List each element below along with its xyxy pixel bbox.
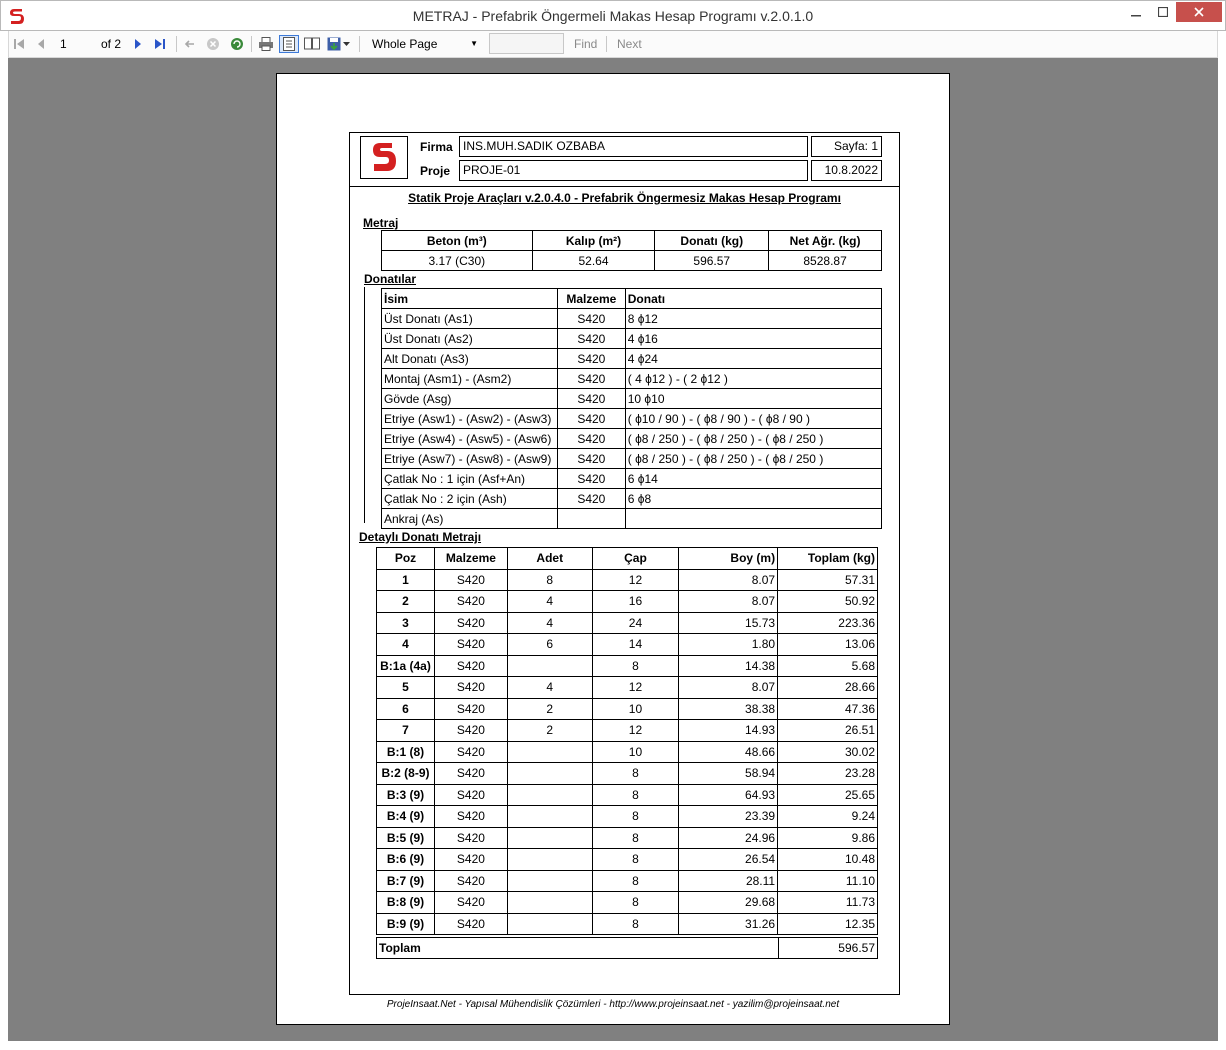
detay-malzeme-cell: S420 xyxy=(434,591,507,613)
detay-toplam-cell: 23.28 xyxy=(778,763,878,785)
refresh-icon xyxy=(230,37,244,51)
report-date-field: 10.8.2022 xyxy=(811,160,882,181)
donatilar-malzeme-cell: S420 xyxy=(557,389,625,409)
toolbar-separator xyxy=(176,36,177,52)
detay-adet-cell xyxy=(507,655,592,677)
detay-poz-cell: B:4 (9) xyxy=(377,806,435,828)
proje-label: Proje xyxy=(420,164,451,178)
detay-cap-cell: 8 xyxy=(592,827,679,849)
detay-toplam-cell: 13.06 xyxy=(778,634,878,656)
donatilar-section-title: Donatılar xyxy=(364,272,417,286)
detay-row xyxy=(377,784,878,806)
title-bar xyxy=(0,0,1226,31)
detay-table xyxy=(376,547,878,935)
find-text-input[interactable] xyxy=(489,33,564,54)
detay-header-cell: Poz xyxy=(377,548,435,570)
detay-row xyxy=(377,677,878,699)
detay-row xyxy=(377,806,878,828)
detay-row xyxy=(377,634,878,656)
detay-row xyxy=(377,870,878,892)
detay-boy-cell: 14.38 xyxy=(679,655,778,677)
detay-row xyxy=(377,913,878,935)
detay-toplam-cell: 30.02 xyxy=(778,741,878,763)
detay-boy-cell: 38.38 xyxy=(679,698,778,720)
detay-cap-cell: 10 xyxy=(592,698,679,720)
detay-adet-cell xyxy=(507,763,592,785)
donatilar-isim-cell: Etriye (Asw4) - (Asw5) - (Asw6) xyxy=(382,429,558,449)
donatilar-row xyxy=(382,349,882,369)
stop-button[interactable] xyxy=(205,35,221,53)
dropdown-arrow-icon xyxy=(343,41,350,47)
report-viewer-area[interactable] xyxy=(8,58,1218,1041)
zoom-value: Whole Page xyxy=(372,37,438,51)
detay-boy-cell: 14.93 xyxy=(679,720,778,742)
donatilar-malzeme-cell: S420 xyxy=(557,429,625,449)
donatilar-malzeme-cell: S420 xyxy=(557,449,625,469)
donatilar-row xyxy=(382,489,882,509)
stop-icon xyxy=(206,37,220,51)
donatilar-malzeme-cell: S420 xyxy=(557,329,625,349)
detay-adet-cell xyxy=(507,913,592,935)
proje-value: PROJE-01 xyxy=(459,160,808,181)
donatilar-row xyxy=(382,449,882,469)
donatilar-isim-cell: Alt Donatı (As3) xyxy=(382,349,558,369)
detay-toplam-cell: 57.31 xyxy=(778,569,878,591)
find-next-link[interactable]: Next xyxy=(617,37,642,51)
metraj-value-cell: 8528.87 xyxy=(769,251,882,271)
toplam-label: Toplam xyxy=(377,938,779,959)
detay-toplam-cell: 10.48 xyxy=(778,849,878,871)
donatilar-malzeme-cell: S420 xyxy=(557,349,625,369)
detay-malzeme-cell: S420 xyxy=(434,634,507,656)
detay-boy-cell: 64.93 xyxy=(679,784,778,806)
window-title: METRAJ - Prefabrik Öngermeli Makas Hesap Programı v.2.0.1.0 xyxy=(412,8,814,24)
detay-toplam-cell: 9.24 xyxy=(778,806,878,828)
detay-malzeme-cell: S420 xyxy=(434,827,507,849)
report-page xyxy=(276,73,950,1025)
detay-adet-cell xyxy=(507,849,592,871)
donatilar-isim-cell: Üst Donatı (As2) xyxy=(382,329,558,349)
detay-adet-cell xyxy=(507,870,592,892)
detay-boy-cell: 26.54 xyxy=(679,849,778,871)
detay-poz-cell: B:9 (9) xyxy=(377,913,435,935)
toplam-value: 596.57 xyxy=(779,938,878,959)
detay-header-cell: Malzeme xyxy=(434,548,507,570)
detay-adet-cell: 6 xyxy=(507,634,592,656)
donatilar-donati-cell: ( ϕ8 / 250 ) - ( ϕ8 / 250 ) - ( ϕ8 / 250 ) xyxy=(625,429,881,449)
detay-cap-cell: 12 xyxy=(592,677,679,699)
detay-malzeme-cell: S420 xyxy=(434,763,507,785)
donatilar-donati-cell: 10 ϕ10 xyxy=(625,389,881,409)
detay-toplam-cell: 47.36 xyxy=(778,698,878,720)
toolbar-separator xyxy=(359,36,360,52)
detay-adet-cell xyxy=(507,784,592,806)
refresh-button[interactable] xyxy=(229,35,245,53)
toolbar-separator xyxy=(251,36,252,52)
detay-poz-cell: 7 xyxy=(377,720,435,742)
report-footer: ProjeInsaat.Net - Yapısal Mühendislik Çözümleri - http://www.projeinsaat.net - yazilim@projeinsaat.net xyxy=(386,999,840,1010)
detay-poz-cell: B:1a (4a) xyxy=(377,655,435,677)
donatilar-donati-cell: ( ϕ8 / 250 ) - ( ϕ8 / 250 ) - ( ϕ8 / 250 ) xyxy=(625,449,881,469)
detay-toplam-cell: 11.73 xyxy=(778,892,878,914)
detay-header-cell: Boy (m) xyxy=(679,548,778,570)
donatilar-isim-cell: Çatlak No : 2 için (Ash) xyxy=(382,489,558,509)
detay-boy-cell: 28.11 xyxy=(679,870,778,892)
detay-adet-cell xyxy=(507,741,592,763)
page-setup-button[interactable] xyxy=(303,35,321,53)
donatilar-isim-cell: Montaj (Asm1) - (Asm2) xyxy=(382,369,558,389)
detay-malzeme-cell: S420 xyxy=(434,698,507,720)
page-count-label: of 2 xyxy=(101,37,122,51)
donatilar-malzeme-cell: S420 xyxy=(557,369,625,389)
donatilar-isim-cell: Etriye (Asw1) - (Asw2) - (Asw3) xyxy=(382,409,558,429)
detay-toplam-cell: 9.86 xyxy=(778,827,878,849)
detay-row xyxy=(377,827,878,849)
next-page-button[interactable] xyxy=(130,35,146,53)
donatilar-header-cell: Malzeme xyxy=(557,289,625,309)
print-layout-button[interactable] xyxy=(279,35,299,53)
donatilar-row xyxy=(382,509,882,529)
detay-adet-cell: 4 xyxy=(507,677,592,699)
donatilar-isim-cell: Ankraj (As) xyxy=(382,509,558,529)
minimize-button[interactable] xyxy=(1122,2,1150,22)
detay-toplam-cell: 50.92 xyxy=(778,591,878,613)
donatilar-isim-cell: Gövde (Asg) xyxy=(382,389,558,409)
detay-poz-cell: 6 xyxy=(377,698,435,720)
detay-poz-cell: B:2 (8-9) xyxy=(377,763,435,785)
donatilar-malzeme-cell: S420 xyxy=(557,309,625,329)
page-number-field: Sayfa: 1 xyxy=(811,136,882,157)
detay-malzeme-cell: S420 xyxy=(434,720,507,742)
back-arrow-icon xyxy=(184,38,196,50)
donatilar-malzeme-cell: S420 xyxy=(557,409,625,429)
detay-boy-cell: 23.39 xyxy=(679,806,778,828)
detay-cap-cell: 24 xyxy=(592,612,679,634)
detay-cap-cell: 8 xyxy=(592,892,679,914)
donatilar-malzeme-cell xyxy=(557,509,625,529)
close-icon xyxy=(1194,7,1204,17)
detay-poz-cell: B:1 (8) xyxy=(377,741,435,763)
first-page-icon xyxy=(13,38,25,50)
detay-malzeme-cell: S420 xyxy=(434,612,507,634)
detay-poz-cell: 2 xyxy=(377,591,435,613)
metraj-header-cell: Net Ağr. (kg) xyxy=(769,231,882,251)
donatilar-row xyxy=(382,389,882,409)
detay-malzeme-cell: S420 xyxy=(434,870,507,892)
donatilar-table xyxy=(381,288,882,529)
donatilar-donati-cell: 4 ϕ24 xyxy=(625,349,881,369)
detay-header-cell: Çap xyxy=(592,548,679,570)
detay-toplam-cell: 28.66 xyxy=(778,677,878,699)
chevron-down-icon: ▼ xyxy=(470,39,478,48)
donatilar-bracket-line xyxy=(364,287,365,523)
report-frame xyxy=(349,132,900,995)
donatilar-donati-cell: 6 ϕ8 xyxy=(625,489,881,509)
printer-icon xyxy=(258,37,274,51)
detay-malzeme-cell: S420 xyxy=(434,677,507,699)
detay-section-title: Detaylı Donatı Metrajı xyxy=(359,530,482,544)
metraj-value-cell: 3.17 (C30) xyxy=(382,251,533,271)
detay-cap-cell: 8 xyxy=(592,763,679,785)
find-link[interactable]: Find xyxy=(574,37,598,51)
last-page-icon xyxy=(154,38,166,50)
detay-toplam-cell: 5.68 xyxy=(778,655,878,677)
maximize-icon xyxy=(1158,7,1168,17)
detay-toplam-cell: 12.35 xyxy=(778,913,878,935)
donatilar-donati-cell: 8 ϕ12 xyxy=(625,309,881,329)
detay-adet-cell: 8 xyxy=(507,569,592,591)
donatilar-row xyxy=(382,309,882,329)
donatilar-isim-cell: Üst Donatı (As1) xyxy=(382,309,558,329)
detay-poz-cell: 5 xyxy=(377,677,435,699)
detay-row xyxy=(377,655,878,677)
close-button[interactable] xyxy=(1176,2,1222,22)
metraj-header-cell: Beton (m³) xyxy=(382,231,533,251)
metraj-header-cell: Donatı (kg) xyxy=(655,231,769,251)
detay-poz-cell: 1 xyxy=(377,569,435,591)
detay-malzeme-cell: S420 xyxy=(434,913,507,935)
report-viewer-toolbar xyxy=(8,31,1218,58)
detay-row xyxy=(377,892,878,914)
company-logo-icon xyxy=(361,137,407,178)
detay-boy-cell: 29.68 xyxy=(679,892,778,914)
detay-poz-cell: B:5 (9) xyxy=(377,827,435,849)
metraj-header-cell: Kalıp (m²) xyxy=(532,231,655,251)
donatilar-row xyxy=(382,429,882,449)
donatilar-isim-cell: Çatlak No : 1 için (Asf+An) xyxy=(382,469,558,489)
detay-cap-cell: 10 xyxy=(592,741,679,763)
detay-poz-cell: B:3 (9) xyxy=(377,784,435,806)
detay-cap-cell: 8 xyxy=(592,849,679,871)
detay-cap-cell: 8 xyxy=(592,913,679,935)
detay-cap-cell: 8 xyxy=(592,806,679,828)
detay-boy-cell: 31.26 xyxy=(679,913,778,935)
detay-row xyxy=(377,612,878,634)
back-button[interactable] xyxy=(182,35,198,53)
donatilar-isim-cell: Etriye (Asw7) - (Asw8) - (Asw9) xyxy=(382,449,558,469)
detay-toplam-cell: 223.36 xyxy=(778,612,878,634)
next-page-icon xyxy=(132,38,144,50)
header-divider xyxy=(350,186,899,187)
detay-cap-cell: 16 xyxy=(592,591,679,613)
last-page-button[interactable] xyxy=(152,35,168,53)
detay-boy-cell: 8.07 xyxy=(679,677,778,699)
detay-header-cell: Toplam (kg) xyxy=(778,548,878,570)
detay-poz-cell: B:6 (9) xyxy=(377,849,435,871)
detay-row xyxy=(377,741,878,763)
detay-boy-cell: 58.94 xyxy=(679,763,778,785)
metraj-table xyxy=(381,230,882,271)
detay-adet-cell: 2 xyxy=(507,698,592,720)
detay-header-cell: Adet xyxy=(507,548,592,570)
metraj-value-cell: 52.64 xyxy=(532,251,655,271)
toplam-table xyxy=(376,937,878,959)
detay-cap-cell: 8 xyxy=(592,784,679,806)
report-title: Statik Proje Araçları v.2.0.4.0 - Prefabrik Öngermesiz Makas Hesap Programı xyxy=(408,191,841,205)
detay-poz-cell: 3 xyxy=(377,612,435,634)
detay-boy-cell: 8.07 xyxy=(679,569,778,591)
donatilar-row xyxy=(382,329,882,349)
donatilar-row xyxy=(382,469,882,489)
detay-poz-cell: 4 xyxy=(377,634,435,656)
company-logo xyxy=(360,136,408,179)
firma-label: Firma xyxy=(420,140,453,154)
previous-page-icon xyxy=(35,38,47,50)
detay-row xyxy=(377,849,878,871)
detay-boy-cell: 48.66 xyxy=(679,741,778,763)
detay-cap-cell: 12 xyxy=(592,569,679,591)
page-number-input[interactable]: 1 xyxy=(60,37,67,51)
detay-row xyxy=(377,569,878,591)
donatilar-row xyxy=(382,409,882,429)
detay-poz-cell: B:8 (9) xyxy=(377,892,435,914)
detay-boy-cell: 8.07 xyxy=(679,591,778,613)
detay-malzeme-cell: S420 xyxy=(434,741,507,763)
donatilar-donati-cell xyxy=(625,509,881,529)
metraj-section-title: Metraj xyxy=(363,216,399,230)
detay-malzeme-cell: S420 xyxy=(434,655,507,677)
donatilar-donati-cell: ( ϕ10 / 90 ) - ( ϕ8 / 90 ) - ( ϕ8 / 90 ) xyxy=(625,409,881,429)
detay-toplam-cell: 26.51 xyxy=(778,720,878,742)
save-disk-icon xyxy=(327,37,341,51)
zoom-select[interactable] xyxy=(368,35,480,53)
previous-page-button[interactable] xyxy=(33,35,49,53)
first-page-button[interactable] xyxy=(11,35,27,53)
toolbar-separator xyxy=(606,36,607,52)
detay-toplam-cell: 25.65 xyxy=(778,784,878,806)
detay-row xyxy=(377,591,878,613)
detay-boy-cell: 24.96 xyxy=(679,827,778,849)
detay-row xyxy=(377,763,878,785)
detay-cap-cell: 8 xyxy=(592,870,679,892)
detay-adet-cell xyxy=(507,892,592,914)
donatilar-row xyxy=(382,369,882,389)
donatilar-donati-cell: 4 ϕ16 xyxy=(625,329,881,349)
export-button[interactable] xyxy=(325,35,351,53)
detay-adet-cell xyxy=(507,806,592,828)
detay-cap-cell: 12 xyxy=(592,720,679,742)
detay-adet-cell xyxy=(507,827,592,849)
maximize-button[interactable] xyxy=(1149,2,1177,22)
donatilar-header-cell: İsim xyxy=(382,289,558,309)
detay-malzeme-cell: S420 xyxy=(434,849,507,871)
detay-cap-cell: 14 xyxy=(592,634,679,656)
donatilar-donati-cell: ( 4 ϕ12 ) - ( 2 ϕ12 ) xyxy=(625,369,881,389)
detay-malzeme-cell: S420 xyxy=(434,806,507,828)
metraj-value-cell: 596.57 xyxy=(655,251,769,271)
donatilar-header-cell: Donatı xyxy=(625,289,881,309)
detay-cap-cell: 8 xyxy=(592,655,679,677)
firma-value: INS.MUH.SADIK OZBABA xyxy=(459,136,808,157)
detay-malzeme-cell: S420 xyxy=(434,569,507,591)
detay-toplam-cell: 11.10 xyxy=(778,870,878,892)
detay-boy-cell: 15.73 xyxy=(679,612,778,634)
detay-row xyxy=(377,720,878,742)
detay-adet-cell: 4 xyxy=(507,591,592,613)
detay-row xyxy=(377,698,878,720)
donatilar-malzeme-cell: S420 xyxy=(557,469,625,489)
page-setup-icon xyxy=(304,37,320,51)
print-button[interactable] xyxy=(257,35,275,53)
page-layout-icon xyxy=(283,37,295,51)
detay-malzeme-cell: S420 xyxy=(434,892,507,914)
detay-adet-cell: 4 xyxy=(507,612,592,634)
minimize-icon xyxy=(1131,7,1141,17)
detay-adet-cell: 2 xyxy=(507,720,592,742)
detay-boy-cell: 1.80 xyxy=(679,634,778,656)
donatilar-malzeme-cell: S420 xyxy=(557,489,625,509)
detay-poz-cell: B:7 (9) xyxy=(377,870,435,892)
detay-malzeme-cell: S420 xyxy=(434,784,507,806)
donatilar-donati-cell: 6 ϕ14 xyxy=(625,469,881,489)
